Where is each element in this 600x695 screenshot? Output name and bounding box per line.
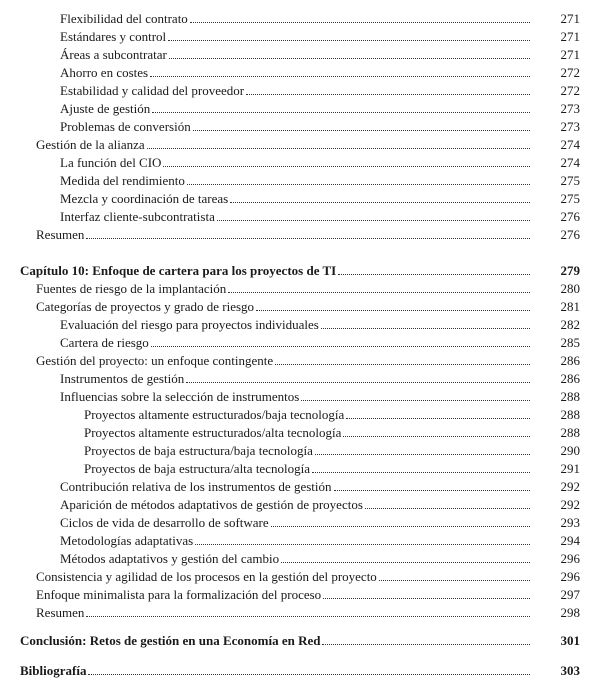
toc-entry-title: Proyectos altamente estructurados/alta tecnología (84, 425, 342, 440)
dot-leader (281, 561, 530, 563)
dot-leader (186, 381, 530, 383)
dot-leader (365, 507, 530, 509)
toc-entry-page: 286 (560, 353, 580, 368)
dot-leader (312, 471, 530, 473)
toc-entry (60, 532, 580, 549)
toc-entry (20, 662, 580, 679)
toc-entry-page: 281 (560, 299, 580, 314)
toc-entry (36, 586, 580, 603)
toc-entry-page: 274 (560, 137, 580, 152)
toc-entry (36, 280, 580, 297)
dot-leader (323, 597, 530, 599)
dot-leader (86, 615, 530, 617)
dot-leader (346, 417, 530, 419)
toc-entry-title: Capítulo 10: Enfoque de cartera para los proyectos de TI (20, 263, 337, 278)
toc-entry-title: La función del CIO (60, 155, 162, 170)
toc-entry-page: 294 (560, 533, 580, 548)
toc-entry (60, 478, 580, 495)
dot-leader (321, 327, 530, 329)
dot-leader (334, 489, 530, 491)
toc-entry (60, 496, 580, 513)
toc-entry-page: 280 (560, 281, 580, 296)
dot-leader (193, 129, 530, 131)
toc-entry-page: 279 (560, 263, 580, 278)
dot-leader (275, 363, 530, 365)
toc-entry (60, 316, 580, 333)
dot-leader (86, 237, 530, 239)
toc-entry-page: 273 (560, 119, 580, 134)
toc-entry-page: 276 (560, 227, 580, 242)
toc-entry (84, 442, 580, 459)
toc-entry (84, 424, 580, 441)
toc-entry (60, 514, 580, 531)
toc-entry-page: 275 (560, 191, 580, 206)
toc-entry-title: Categorías de proyectos y grado de riesgo (36, 299, 255, 314)
toc-entry-page: 301 (560, 633, 580, 648)
dot-leader (379, 579, 530, 581)
toc-entry (60, 208, 580, 225)
toc-entry-page: 288 (560, 425, 580, 440)
toc-entry-title: Interfaz cliente-subcontratista (60, 209, 215, 224)
toc-entry-page: 288 (560, 389, 580, 404)
toc-entry (60, 550, 580, 567)
dot-leader (217, 219, 530, 221)
toc-entry (60, 190, 580, 207)
toc-entry (60, 100, 580, 117)
toc-entry-page: 285 (560, 335, 580, 350)
toc-entry-title: Influencias sobre la selección de instrumentos (60, 389, 300, 404)
toc-entry-title: Ahorro en costes (60, 65, 149, 80)
toc-entry (60, 118, 580, 135)
toc-entry-page: 282 (560, 317, 580, 332)
toc-entry-page: 296 (560, 551, 580, 566)
dot-leader (88, 673, 530, 675)
toc-entry-page: 298 (560, 605, 580, 620)
toc-entry-title: Contribución relativa de los instrumentos de gestión (60, 479, 332, 494)
dot-leader (246, 93, 530, 95)
toc-entry (36, 226, 580, 243)
toc-entry-page: 291 (560, 461, 580, 476)
toc-entry-page: 273 (560, 101, 580, 116)
toc-entry-title: Fuentes de riesgo de la implantación (36, 281, 227, 296)
toc-entry-title: Proyectos de baja estructura/baja tecnología (84, 443, 313, 458)
toc-entry-title: Ciclos de vida de desarrollo de software (60, 515, 269, 530)
toc-entry-page: 272 (560, 83, 580, 98)
toc-entry-page: 272 (560, 65, 580, 80)
dot-leader (256, 309, 530, 311)
dot-leader (152, 111, 530, 113)
toc-entry-page: 303 (560, 663, 580, 678)
dot-leader (163, 165, 530, 167)
toc-entry-page: 271 (560, 11, 580, 26)
toc-entry-title: Estabilidad y calidad del proveedor (60, 83, 245, 98)
toc-entry-page: 288 (560, 407, 580, 422)
toc-entry (60, 388, 580, 405)
toc-entry-title: Gestión de la alianza (36, 137, 145, 152)
toc-entry-title: Bibliografía (20, 663, 87, 678)
dot-leader (187, 183, 530, 185)
dot-leader (169, 57, 530, 59)
toc-entry-title: Problemas de conversión (60, 119, 191, 134)
dot-leader (228, 291, 530, 293)
toc-entry (36, 604, 580, 621)
dot-leader (195, 543, 530, 545)
toc-entry-page: 293 (560, 515, 580, 530)
dot-leader (168, 39, 530, 41)
toc-entry-page: 286 (560, 371, 580, 386)
toc-entry (84, 406, 580, 423)
toc-entry-page: 297 (560, 587, 580, 602)
toc-entry-title: Resumen (36, 227, 85, 242)
toc-entry (20, 632, 580, 649)
toc-entry (60, 46, 580, 63)
toc-entry-page: 296 (560, 569, 580, 584)
toc-entry (36, 136, 580, 153)
toc-entry (60, 82, 580, 99)
toc-entry-title: Enfoque minimalista para la formalización del proceso (36, 587, 322, 602)
toc-entry-title: Metodologías adaptativas (60, 533, 194, 548)
toc-entry-title: Proyectos altamente estructurados/baja tecnología (84, 407, 345, 422)
toc-entry (36, 352, 580, 369)
toc-entry-page: 292 (560, 497, 580, 512)
toc-entry (36, 568, 580, 585)
toc-entry (60, 28, 580, 45)
dot-leader (151, 345, 530, 347)
toc-entry-title: Consistencia y agilidad de los procesos en la gestión del proyecto (36, 569, 377, 584)
toc-entry (60, 154, 580, 171)
toc-entry (60, 172, 580, 189)
toc-entry-title: Evaluación del riesgo para proyectos individuales (60, 317, 319, 332)
toc-entry-title: Mezcla y coordinación de tareas (60, 191, 229, 206)
toc-entry-title: Estándares y control (60, 29, 167, 44)
toc-entry-title: Medida del rendimiento (60, 173, 185, 188)
toc-entry (36, 298, 580, 315)
toc-entry-title: Instrumentos de gestión (60, 371, 185, 386)
toc-entry-title: Resumen (36, 605, 85, 620)
toc-entry-page: 292 (560, 479, 580, 494)
toc-entry-title: Gestión del proyecto: un enfoque contingente (36, 353, 274, 368)
toc-entry-page: 275 (560, 173, 580, 188)
toc-entry-title: Cartera de riesgo (60, 335, 149, 350)
toc-entry-page: 276 (560, 209, 580, 224)
dot-leader (315, 453, 530, 455)
toc-entry (60, 64, 580, 81)
dot-leader (301, 399, 530, 401)
toc-entry-title: Conclusión: Retos de gestión en una Economía en Red (20, 633, 321, 648)
dot-leader (271, 525, 530, 527)
dot-leader (150, 75, 530, 77)
toc-entry-title: Flexibilidad del contrato (60, 11, 188, 26)
toc-entry (60, 334, 580, 351)
toc-entry-title: Áreas a subcontratar (60, 47, 167, 62)
toc-entry (60, 370, 580, 387)
dot-leader (190, 21, 530, 23)
toc-entry-title: Ajuste de gestión (60, 101, 151, 116)
toc-entry (84, 460, 580, 477)
toc-entry-page: 271 (560, 47, 580, 62)
toc-entry (60, 10, 580, 27)
toc-entry-page: 290 (560, 443, 580, 458)
dot-leader (338, 273, 530, 275)
toc-entry (20, 262, 580, 279)
dot-leader (147, 147, 530, 149)
toc-entry-page: 274 (560, 155, 580, 170)
toc-entry-page: 271 (560, 29, 580, 44)
toc-entry-title: Aparición de métodos adaptativos de gestión de proyectos (60, 497, 363, 512)
dot-leader (322, 643, 530, 645)
toc-entry-title: Proyectos de baja estructura/alta tecnología (84, 461, 310, 476)
dot-leader (230, 201, 530, 203)
toc-entry-title: Métodos adaptativos y gestión del cambio (60, 551, 280, 566)
dot-leader (343, 435, 530, 437)
